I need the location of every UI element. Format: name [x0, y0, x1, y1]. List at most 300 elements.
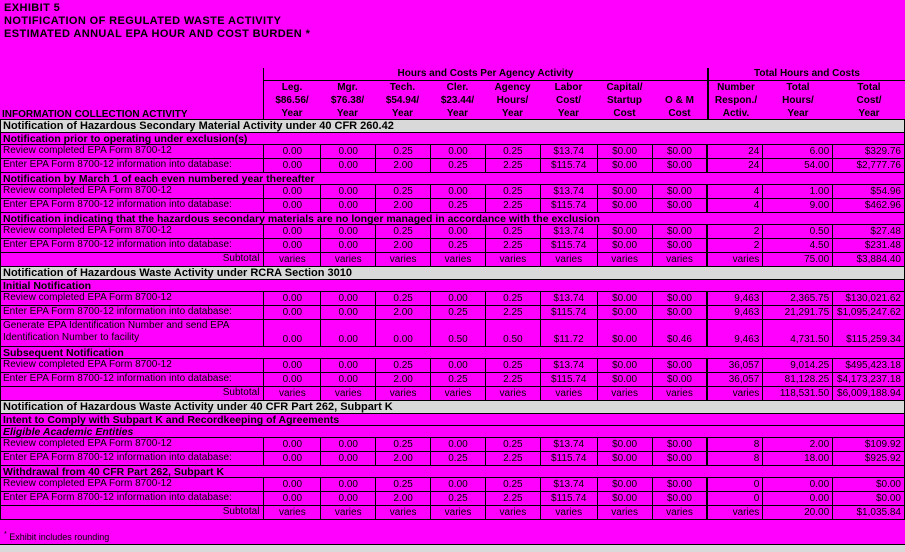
value-cell: $13.74 — [540, 478, 597, 491]
value-cell: 75.00 — [762, 253, 832, 266]
column-header-line: O & M — [665, 95, 694, 106]
value-cell: 0.00 — [762, 478, 832, 491]
subsection-title: Notification indicating that the hazardous secondary materials are no longer managed in accordance with the exclusion — [3, 213, 600, 224]
value-cell: varies — [375, 506, 430, 519]
subtotal-label: Subtotal — [222, 387, 260, 398]
activity-label: Review completed EPA Form 8700-12 — [3, 292, 172, 303]
value-cell: 0.25 — [485, 438, 540, 451]
value-cell: 0.00 — [320, 225, 375, 238]
activity-label: Enter EPA Form 8700-12 information into database: — [3, 306, 232, 317]
value-cell: varies — [485, 253, 540, 266]
value-cell: 2 — [706, 225, 762, 238]
value-cell: 0.25 — [430, 159, 485, 172]
value-cell: $115.74 — [540, 452, 597, 465]
activity-label: Review completed EPA Form 8700-12 — [3, 438, 172, 449]
value-cell: 0.25 — [375, 185, 430, 198]
value-cell: 24 — [706, 145, 762, 158]
value-cell: 0.00 — [263, 320, 320, 346]
activity-label: Enter EPA Form 8700-12 information into database: — [3, 492, 232, 503]
value-cell: 0.00 — [320, 239, 375, 252]
value-cell: 0.25 — [375, 359, 430, 372]
value-cell: 0.00 — [430, 359, 485, 372]
footnote — [4, 531, 109, 542]
column-header — [540, 81, 597, 120]
value-cell: 0.25 — [485, 145, 540, 158]
value-cell: 0.00 — [263, 292, 320, 305]
value-cell: 0.25 — [375, 145, 430, 158]
subsection-header-row — [0, 172, 905, 185]
value-cell: varies — [430, 506, 485, 519]
value-cell: $115.74 — [540, 199, 597, 212]
value-cell: 0.25 — [430, 199, 485, 212]
value-cell: $115,259.34 — [832, 320, 904, 346]
value-cell: varies — [597, 506, 652, 519]
value-cell: $0.00 — [832, 478, 904, 491]
value-cell: 0.00 — [320, 292, 375, 305]
value-cell: 0.00 — [263, 478, 320, 491]
activity-data-row — [0, 305, 905, 320]
value-cell: $0.00 — [597, 159, 652, 172]
value-cell: 9,014.25 — [762, 359, 832, 372]
value-cell: $115.74 — [540, 373, 597, 386]
value-cell: $3,884.40 — [832, 253, 904, 266]
subtotal-row — [0, 386, 905, 401]
column-header-line: Cost/ — [556, 95, 581, 106]
value-cell: 9,463 — [706, 292, 762, 305]
column-header-line: Cost/ — [856, 95, 882, 106]
header-group-total: Total Hours and Costs — [707, 68, 905, 81]
value-cell: $0.00 — [597, 478, 652, 491]
subsection-title: Intent to Comply with Subpart K and Recordkeeping of Agreements — [3, 414, 340, 425]
subsection-header-row — [0, 465, 905, 478]
value-cell: 2.25 — [485, 492, 540, 505]
column-header-line: Total — [857, 82, 881, 93]
activity-data-row — [0, 184, 905, 199]
value-cell: 0.25 — [485, 225, 540, 238]
value-cell: 0.25 — [375, 292, 430, 305]
activity-data-row — [0, 319, 905, 347]
value-cell: 0.00 — [320, 320, 375, 346]
subsection-title: Subsequent Notification — [3, 347, 124, 358]
value-cell: varies — [540, 387, 597, 400]
value-cell: varies — [597, 253, 652, 266]
column-header-line: Year — [336, 108, 359, 119]
column-header-line: Agency — [494, 82, 531, 93]
value-cell: varies — [263, 253, 320, 266]
header-group-spacer — [0, 68, 263, 81]
activity-label: Enter EPA Form 8700-12 information into database: — [3, 373, 232, 384]
value-cell: $6,009,188.94 — [832, 387, 904, 400]
value-cell: 36,057 — [706, 373, 762, 386]
value-cell: $0.00 — [597, 239, 652, 252]
subtotal-row — [0, 252, 905, 267]
value-cell: 0.00 — [320, 373, 375, 386]
value-cell: $231.48 — [832, 239, 904, 252]
value-cell: varies — [652, 506, 707, 519]
value-cell: 2.00 — [375, 306, 430, 319]
column-header — [485, 81, 540, 120]
value-cell: 0 — [706, 478, 762, 491]
value-cell: $0.00 — [597, 438, 652, 451]
column-header-line: Labor — [554, 82, 583, 93]
bottom-gray-band — [0, 544, 905, 552]
value-cell: 0.00 — [263, 199, 320, 212]
value-cell: $115.74 — [540, 239, 597, 252]
value-cell: $115.74 — [540, 159, 597, 172]
value-cell: 0.25 — [375, 478, 430, 491]
activity-data-row — [0, 477, 905, 492]
value-cell: $0.00 — [652, 225, 707, 238]
column-header — [263, 81, 320, 120]
value-cell: $1,035.84 — [832, 506, 904, 519]
value-cell: varies — [540, 253, 597, 266]
value-cell: 4 — [706, 199, 762, 212]
value-cell: varies — [652, 253, 707, 266]
value-cell: 0.00 — [320, 359, 375, 372]
value-cell: varies — [375, 387, 430, 400]
value-cell: $0.00 — [652, 239, 707, 252]
table-header — [0, 68, 905, 120]
subsection-title: Eligible Academic Entities — [3, 426, 134, 437]
activity-label: Review completed EPA Form 8700-12 — [3, 185, 172, 196]
column-header-line: $76.38/ — [330, 95, 365, 106]
value-cell: 0.00 — [263, 359, 320, 372]
header-group-row — [0, 68, 905, 81]
column-header-line: Activ. — [722, 108, 750, 119]
section-header-row — [0, 119, 905, 133]
value-cell: varies — [540, 506, 597, 519]
value-cell: $13.74 — [540, 185, 597, 198]
value-cell: $495,423.18 — [832, 359, 904, 372]
value-cell: 6.00 — [762, 145, 832, 158]
value-cell: $0.00 — [652, 438, 707, 451]
subsection-title: Notification by March 1 of each even numbered year thereafter — [3, 173, 315, 184]
value-cell: 0.00 — [430, 292, 485, 305]
burden-table — [0, 68, 905, 520]
column-header-line: Tech. — [389, 82, 416, 93]
value-cell: $0.00 — [597, 492, 652, 505]
section-header-row — [0, 266, 905, 280]
value-cell: $0.00 — [652, 292, 707, 305]
value-cell: 8 — [706, 438, 762, 451]
value-cell: 0.25 — [430, 452, 485, 465]
value-cell: $54.96 — [832, 185, 904, 198]
value-cell: 0.00 — [263, 159, 320, 172]
column-header-line: Year — [391, 108, 414, 119]
value-cell: 0.00 — [430, 145, 485, 158]
activity-data-row — [0, 491, 905, 506]
value-cell: $13.74 — [540, 292, 597, 305]
subsection-header-row — [0, 212, 905, 225]
value-cell: 0.00 — [320, 306, 375, 319]
value-cell: 0.00 — [263, 438, 320, 451]
value-cell: varies — [597, 387, 652, 400]
value-cell: 0.00 — [263, 225, 320, 238]
value-cell: 0.00 — [263, 452, 320, 465]
value-cell: 2.00 — [375, 492, 430, 505]
value-cell: $13.74 — [540, 359, 597, 372]
value-cell: $925.92 — [832, 452, 904, 465]
value-cell: varies — [430, 387, 485, 400]
value-cell: 36,057 — [706, 359, 762, 372]
value-cell: varies — [320, 506, 375, 519]
value-cell: 0.00 — [320, 478, 375, 491]
value-cell: 0.00 — [762, 492, 832, 505]
value-cell: 2.25 — [485, 159, 540, 172]
header-group-agency: Hours and Costs Per Agency Activity — [263, 68, 707, 81]
subsection-title: Withdrawal from 40 CFR Part 262, Subpart K — [3, 466, 225, 477]
column-header — [430, 81, 485, 120]
activity-label: Enter EPA Form 8700-12 information into database: — [3, 159, 232, 170]
column-header-line: Cost — [668, 108, 691, 119]
value-cell: 2.00 — [375, 373, 430, 386]
value-cell: 0.25 — [430, 492, 485, 505]
subsection-title: Notification prior to operating under exclusion(s) — [3, 133, 248, 144]
activity-data-row — [0, 437, 905, 452]
value-cell: 0.00 — [263, 239, 320, 252]
value-cell: 2.00 — [762, 438, 832, 451]
value-cell: varies — [485, 387, 540, 400]
column-header-line: Mgr. — [337, 82, 358, 93]
value-cell: $0.00 — [652, 478, 707, 491]
value-cell: 0.00 — [320, 438, 375, 451]
column-header-line: Number — [717, 82, 755, 93]
column-header-line: $86.56/ — [275, 95, 309, 106]
activity-data-row — [0, 198, 905, 213]
value-cell: 4 — [706, 185, 762, 198]
value-cell: 0.00 — [430, 438, 485, 451]
value-cell: $115.74 — [540, 492, 597, 505]
value-cell: 0.25 — [375, 438, 430, 451]
value-cell: 2.25 — [485, 239, 540, 252]
activity-label: Review completed EPA Form 8700-12 — [3, 225, 172, 236]
value-cell: varies — [320, 387, 375, 400]
value-cell: 0.25 — [430, 373, 485, 386]
value-cell: $27.48 — [832, 225, 904, 238]
value-cell: varies — [263, 506, 320, 519]
value-cell: $0.00 — [597, 145, 652, 158]
value-cell: $0.00 — [597, 225, 652, 238]
value-cell: $11.72 — [540, 320, 597, 346]
activity-data-row — [0, 238, 905, 253]
column-header — [320, 81, 375, 120]
column-header-line: Hours/ — [496, 95, 529, 106]
column-header-line: Year — [281, 108, 303, 119]
activity-label: Review completed EPA Form 8700-12 — [3, 359, 172, 370]
column-header-line: Year — [557, 108, 580, 119]
column-header — [375, 81, 430, 120]
column-header-line: Leg. — [281, 82, 303, 93]
value-cell: 0.25 — [485, 185, 540, 198]
activity-label: Enter EPA Form 8700-12 information into database: — [3, 199, 232, 210]
value-cell: 2.25 — [485, 452, 540, 465]
document-title-block — [4, 2, 310, 41]
column-header-line: Year — [787, 108, 809, 119]
column-header-line: Hours/ — [782, 95, 814, 106]
section-title: Notification of Hazardous Waste Activity under RCRA Section 3010 — [3, 267, 353, 279]
value-cell: 0.00 — [263, 492, 320, 505]
value-cell: $0.00 — [832, 492, 904, 505]
value-cell: varies — [430, 253, 485, 266]
value-cell: $0.00 — [652, 373, 707, 386]
section-title: Notification of Hazardous Waste Activity under 40 CFR Part 262, Subpart K — [3, 401, 393, 413]
value-cell: 18.00 — [762, 452, 832, 465]
column-header-line: $23.44/ — [440, 95, 475, 106]
value-cell: 2.25 — [485, 306, 540, 319]
document-title: NOTIFICATION OF REGULATED WASTE ACTIVITY — [4, 15, 282, 27]
activity-label: Generate EPA Identification Number and send EPA Identification Number to facility — [3, 320, 229, 343]
column-header-line: Year — [446, 108, 469, 119]
activity-data-row — [0, 158, 905, 173]
value-cell: 9,463 — [706, 306, 762, 319]
value-cell: 2.25 — [485, 199, 540, 212]
activity-label: Enter EPA Form 8700-12 information into database: — [3, 452, 232, 463]
value-cell: 2.00 — [375, 199, 430, 212]
subsection-header-row — [0, 132, 905, 145]
section-title: Notification of Hazardous Secondary Material Activity under 40 CFR 260.42 — [3, 120, 394, 132]
activity-data-row — [0, 358, 905, 373]
value-cell: $0.00 — [652, 452, 707, 465]
value-cell: 0.25 — [430, 306, 485, 319]
column-header-line: Year — [858, 108, 880, 119]
column-header-line: Cost — [613, 108, 636, 119]
column-header-line: Cler. — [446, 82, 469, 93]
column-header-line: Startup — [607, 95, 642, 106]
value-cell: $0.00 — [597, 199, 652, 212]
value-cell: varies — [706, 253, 762, 266]
value-cell: $0.00 — [652, 306, 707, 319]
value-cell: varies — [485, 506, 540, 519]
value-cell: 0.00 — [320, 185, 375, 198]
value-cell: $0.00 — [597, 292, 652, 305]
value-cell: 24 — [706, 159, 762, 172]
value-cell: $329.76 — [832, 145, 904, 158]
value-cell: $0.00 — [597, 185, 652, 198]
section-header-row — [0, 400, 905, 414]
value-cell: $13.74 — [540, 225, 597, 238]
subtotal-row — [0, 505, 905, 520]
value-cell: $1,095,247.62 — [832, 306, 904, 319]
column-header — [707, 81, 763, 120]
value-cell: varies — [706, 387, 762, 400]
subtotal-label: Subtotal — [222, 253, 260, 264]
header-column-row — [0, 81, 905, 120]
activity-data-row — [0, 224, 905, 239]
value-cell: 118,531.50 — [762, 387, 832, 400]
column-header-line: Capital/ — [606, 82, 643, 93]
value-cell: $2,777.76 — [832, 159, 904, 172]
value-cell: 0.50 — [430, 320, 485, 346]
value-cell: 0.50 — [485, 320, 540, 346]
value-cell: $0.00 — [652, 359, 707, 372]
value-cell: varies — [652, 387, 707, 400]
value-cell: 2 — [706, 239, 762, 252]
subsection-header-row — [0, 425, 905, 438]
value-cell: 0.00 — [263, 185, 320, 198]
activity-data-row — [0, 291, 905, 306]
value-cell: $0.00 — [597, 359, 652, 372]
subsection-header-row — [0, 346, 905, 359]
value-cell: 21,291.75 — [762, 306, 832, 319]
value-cell: $0.00 — [652, 159, 707, 172]
value-cell: 0.50 — [762, 225, 832, 238]
value-cell: 1.00 — [762, 185, 832, 198]
value-cell: 2,365.75 — [762, 292, 832, 305]
activity-data-row — [0, 451, 905, 466]
value-cell: $13.74 — [540, 145, 597, 158]
value-cell: 0.25 — [485, 478, 540, 491]
activity-label: Review completed EPA Form 8700-12 — [3, 145, 172, 156]
value-cell: 0.00 — [320, 452, 375, 465]
subsection-title: Initial Notification — [3, 280, 92, 291]
value-cell: $115.74 — [540, 306, 597, 319]
value-cell: 9,463 — [706, 320, 762, 346]
value-cell: varies — [375, 253, 430, 266]
value-cell: 2.25 — [485, 373, 540, 386]
value-cell: 2.00 — [375, 239, 430, 252]
value-cell: 0.25 — [485, 292, 540, 305]
value-cell: 20.00 — [762, 506, 832, 519]
column-header-line — [652, 81, 707, 94]
value-cell: $109.92 — [832, 438, 904, 451]
value-cell: $0.00 — [652, 492, 707, 505]
value-cell: 0.00 — [320, 145, 375, 158]
subsection-header-row — [0, 413, 905, 426]
value-cell: 8 — [706, 452, 762, 465]
subtotal-label: Subtotal — [222, 506, 260, 517]
column-header — [833, 81, 905, 120]
value-cell: $130,021.62 — [832, 292, 904, 305]
value-cell: 0.00 — [320, 159, 375, 172]
column-header-line: Total — [786, 82, 810, 93]
value-cell: 4,731.50 — [762, 320, 832, 346]
value-cell: 0.00 — [263, 306, 320, 319]
column-header — [597, 81, 652, 120]
value-cell: 0.00 — [320, 492, 375, 505]
column-header — [652, 81, 707, 120]
value-cell: varies — [320, 253, 375, 266]
column-header-line: Respon./ — [714, 95, 758, 106]
value-cell: 81,128.25 — [762, 373, 832, 386]
activity-label: Enter EPA Form 8700-12 information into database: — [3, 239, 232, 250]
value-cell: $462.96 — [832, 199, 904, 212]
activity-column-header: INFORMATION COLLECTION ACTIVITY — [2, 109, 188, 120]
column-header — [763, 81, 833, 120]
value-cell: $0.00 — [597, 306, 652, 319]
value-cell: 4.50 — [762, 239, 832, 252]
value-cell: 0.25 — [485, 359, 540, 372]
exhibit-number: EXHIBIT 5 — [4, 2, 61, 14]
value-cell: $0.00 — [652, 185, 707, 198]
value-cell: 0.00 — [430, 185, 485, 198]
value-cell: 2.00 — [375, 452, 430, 465]
activity-label: Review completed EPA Form 8700-12 — [3, 478, 172, 489]
value-cell: $0.00 — [652, 145, 707, 158]
value-cell: 0.25 — [375, 225, 430, 238]
activity-data-row — [0, 144, 905, 159]
table-body — [0, 119, 905, 520]
value-cell: 0.00 — [320, 199, 375, 212]
document-subtitle: ESTIMATED ANNUAL EPA HOUR AND COST BURDEN * — [4, 28, 311, 40]
value-cell: $0.00 — [597, 320, 652, 346]
value-cell: 0.25 — [430, 239, 485, 252]
footnote-marker: * — [4, 531, 7, 538]
column-header-line: $54.94/ — [385, 95, 420, 106]
value-cell: 9.00 — [762, 199, 832, 212]
value-cell: 0.00 — [263, 145, 320, 158]
value-cell: 0 — [706, 492, 762, 505]
activity-data-row — [0, 372, 905, 387]
